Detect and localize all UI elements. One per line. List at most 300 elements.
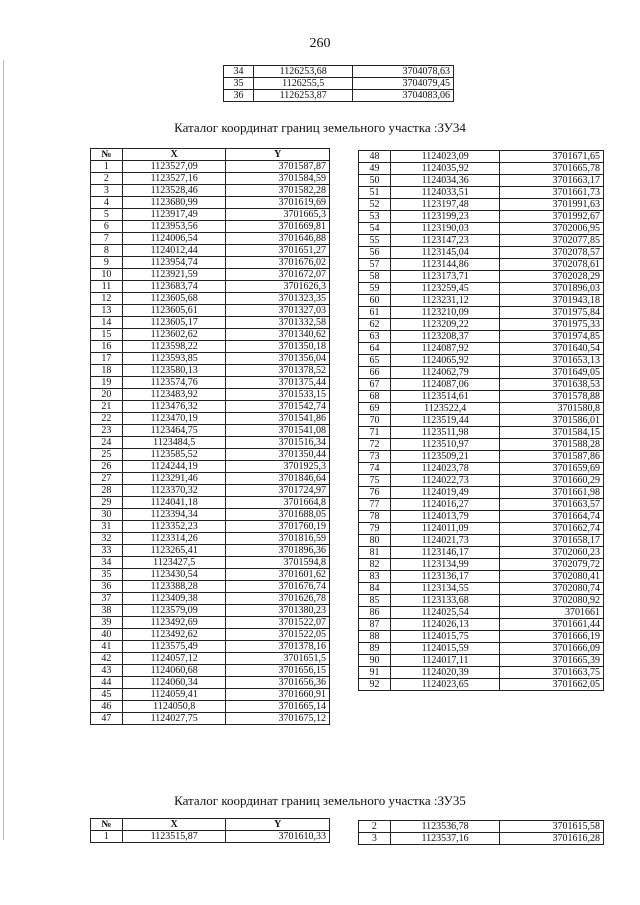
coordinate-x: 1123510,97 xyxy=(390,439,500,451)
page-number: 260 xyxy=(309,36,331,51)
coordinate-y: 3701660,91 xyxy=(226,689,330,701)
point-number: 25 xyxy=(91,449,123,461)
table-row xyxy=(91,593,330,605)
point-number: 3 xyxy=(91,185,123,197)
coordinate-x: 1123574,76 xyxy=(122,377,226,389)
coordinate-y: 3701646,88 xyxy=(226,233,330,245)
coordinate-y: 3701584,59 xyxy=(226,173,330,185)
table-row xyxy=(359,679,604,691)
column-header-number: № xyxy=(91,149,123,161)
coordinate-y: 3702078,57 xyxy=(500,247,604,259)
table-row xyxy=(91,233,330,245)
coordinate-x: 1124060,34 xyxy=(122,677,226,689)
coordinate-y: 3701656,15 xyxy=(226,665,330,677)
point-number: 80 xyxy=(359,535,391,547)
coordinate-x: 1124020,39 xyxy=(390,667,500,679)
point-number: 2 xyxy=(359,821,391,833)
point-number: 1 xyxy=(91,831,123,843)
zu35-left-header xyxy=(91,819,330,831)
coordinate-y: 3701671,65 xyxy=(500,151,604,163)
coordinate-x: 1124034,36 xyxy=(390,175,500,187)
table-row xyxy=(359,415,604,427)
table-row xyxy=(359,223,604,235)
point-number: 90 xyxy=(359,655,391,667)
coordinate-y: 3704078,63 xyxy=(353,66,454,78)
coordinate-x: 1123147,23 xyxy=(390,235,500,247)
coordinate-y: 3701356,04 xyxy=(226,353,330,365)
table-row xyxy=(359,247,604,259)
coordinate-x: 1123197,48 xyxy=(390,199,500,211)
point-number: 53 xyxy=(359,211,391,223)
coordinate-x: 1124016,27 xyxy=(390,499,500,511)
table-row xyxy=(359,283,604,295)
coordinate-x: 1124006,54 xyxy=(122,233,226,245)
table-row xyxy=(359,511,604,523)
coordinate-y: 3701332,58 xyxy=(226,317,330,329)
coordinate-y: 3701640,54 xyxy=(500,343,604,355)
table-row xyxy=(91,677,330,689)
table-row xyxy=(359,295,604,307)
coordinate-y: 3701582,28 xyxy=(226,185,330,197)
table-row xyxy=(91,293,330,305)
point-number: 50 xyxy=(359,175,391,187)
point-number: 16 xyxy=(91,341,123,353)
coordinate-x: 1123579,09 xyxy=(122,605,226,617)
table-row xyxy=(91,353,330,365)
table-row xyxy=(91,569,330,581)
coordinate-y: 3701541,08 xyxy=(226,425,330,437)
table-row xyxy=(359,331,604,343)
zu34-left-table xyxy=(90,148,330,725)
table-row xyxy=(91,437,330,449)
table-row xyxy=(359,523,604,535)
table-row xyxy=(91,425,330,437)
coordinate-y: 3701992,67 xyxy=(500,211,604,223)
column-header-y: Y xyxy=(226,149,330,161)
coordinate-x: 1124015,59 xyxy=(390,643,500,655)
table-row xyxy=(91,485,330,497)
table-row xyxy=(359,595,604,607)
point-number: 76 xyxy=(359,487,391,499)
table-row xyxy=(91,257,330,269)
coordinate-x: 1124041,18 xyxy=(122,497,226,509)
coordinate-x: 1124033,51 xyxy=(390,187,500,199)
point-number: 73 xyxy=(359,451,391,463)
coordinate-y: 3701522,07 xyxy=(226,617,330,629)
table-row xyxy=(91,269,330,281)
point-number: 70 xyxy=(359,415,391,427)
coordinate-y: 3701662,74 xyxy=(500,523,604,535)
coordinate-x: 1123388,28 xyxy=(122,581,226,593)
table-row xyxy=(91,605,330,617)
table-row xyxy=(359,151,604,163)
coordinate-x: 1123427,5 xyxy=(122,557,226,569)
coordinate-x: 1124026,13 xyxy=(390,619,500,631)
table-row xyxy=(91,305,330,317)
coordinate-y: 3701542,74 xyxy=(226,401,330,413)
coordinate-y: 3701896,36 xyxy=(226,545,330,557)
point-number: 36 xyxy=(224,90,254,102)
table-row xyxy=(359,427,604,439)
table-row xyxy=(359,343,604,355)
table-row xyxy=(359,163,604,175)
coordinate-y: 3701975,84 xyxy=(500,307,604,319)
point-number: 49 xyxy=(359,163,391,175)
coordinate-x: 1123522,4 xyxy=(390,403,500,415)
table-row xyxy=(359,833,604,845)
point-number: 51 xyxy=(359,187,391,199)
coordinate-x: 1124065,92 xyxy=(390,355,500,367)
coordinate-x: 1124035,92 xyxy=(390,163,500,175)
point-number: 9 xyxy=(91,257,123,269)
table-row xyxy=(91,365,330,377)
point-number: 42 xyxy=(91,653,123,665)
point-number: 40 xyxy=(91,629,123,641)
point-number: 63 xyxy=(359,331,391,343)
coordinate-y: 3701661,44 xyxy=(500,619,604,631)
point-number: 3 xyxy=(359,833,391,845)
coordinate-x: 1123683,74 xyxy=(122,281,226,293)
coordinate-x: 1124023,09 xyxy=(390,151,500,163)
coordinate-x: 1124057,12 xyxy=(122,653,226,665)
point-number: 34 xyxy=(91,557,123,569)
point-number: 8 xyxy=(91,245,123,257)
point-number: 58 xyxy=(359,271,391,283)
coordinate-x: 1123917,49 xyxy=(122,209,226,221)
table-row xyxy=(224,90,454,102)
coordinate-x: 1123133,68 xyxy=(390,595,500,607)
coordinate-y: 3701676,02 xyxy=(226,257,330,269)
point-number: 85 xyxy=(359,595,391,607)
coordinate-x: 1123199,23 xyxy=(390,211,500,223)
coordinate-y: 3701975,33 xyxy=(500,319,604,331)
table-row xyxy=(91,831,330,843)
table-row xyxy=(359,307,604,319)
coordinate-x: 1123144,86 xyxy=(390,259,500,271)
coordinate-y: 3701323,35 xyxy=(226,293,330,305)
coordinate-x: 1123575,49 xyxy=(122,641,226,653)
coordinate-x: 1124244,19 xyxy=(122,461,226,473)
table-row xyxy=(91,401,330,413)
coordinate-x: 1123231,12 xyxy=(390,295,500,307)
coordinate-y: 3701665,14 xyxy=(226,701,330,713)
coordinate-y: 3701522,05 xyxy=(226,629,330,641)
coordinate-y: 3701350,18 xyxy=(226,341,330,353)
table-row xyxy=(91,197,330,209)
coordinate-y: 3701760,19 xyxy=(226,521,330,533)
point-number: 36 xyxy=(91,581,123,593)
coordinate-y: 3701610,33 xyxy=(226,831,330,843)
coordinate-y: 3701594,8 xyxy=(226,557,330,569)
coordinate-x: 1123527,09 xyxy=(122,161,226,173)
coordinate-x: 1123314,26 xyxy=(122,533,226,545)
coordinate-y: 3701664,8 xyxy=(226,497,330,509)
table-row xyxy=(359,475,604,487)
coordinate-y: 3701587,87 xyxy=(226,161,330,173)
coordinate-x: 1124019,49 xyxy=(390,487,500,499)
table-row xyxy=(91,629,330,641)
coordinate-y: 3701533,15 xyxy=(226,389,330,401)
point-number: 6 xyxy=(91,221,123,233)
point-number: 92 xyxy=(359,679,391,691)
coordinate-x: 1124015,75 xyxy=(390,631,500,643)
table-row xyxy=(91,329,330,341)
coordinate-x: 1123605,68 xyxy=(122,293,226,305)
coordinate-x: 1123921,59 xyxy=(122,269,226,281)
point-number: 1 xyxy=(91,161,123,173)
coordinate-y: 3701672,07 xyxy=(226,269,330,281)
coordinate-y: 3701541,86 xyxy=(226,413,330,425)
point-number: 86 xyxy=(359,607,391,619)
coordinate-x: 1123291,46 xyxy=(122,473,226,485)
coordinate-y: 3702078,61 xyxy=(500,259,604,271)
point-number: 10 xyxy=(91,269,123,281)
point-number: 67 xyxy=(359,379,391,391)
point-number: 54 xyxy=(359,223,391,235)
coordinate-y: 3701651,5 xyxy=(226,653,330,665)
coordinate-y: 3701340,62 xyxy=(226,329,330,341)
coordinate-y: 3701846,64 xyxy=(226,473,330,485)
point-number: 48 xyxy=(359,151,391,163)
coordinate-x: 1123528,46 xyxy=(122,185,226,197)
coordinate-y: 3702080,41 xyxy=(500,571,604,583)
coordinate-x: 1123602,62 xyxy=(122,329,226,341)
zu35-right-table xyxy=(358,820,604,845)
point-number: 52 xyxy=(359,199,391,211)
coordinate-y: 3701660,29 xyxy=(500,475,604,487)
point-number: 23 xyxy=(91,425,123,437)
coordinate-y: 3701601,62 xyxy=(226,569,330,581)
table-row xyxy=(359,667,604,679)
coordinate-x: 1123527,16 xyxy=(122,173,226,185)
table-row xyxy=(91,557,330,569)
coordinate-y: 3701649,05 xyxy=(500,367,604,379)
coordinate-x: 1124022,73 xyxy=(390,475,500,487)
table-row xyxy=(91,389,330,401)
coordinate-x: 1123430,54 xyxy=(122,569,226,581)
coordinate-y: 3701665,39 xyxy=(500,655,604,667)
point-number: 41 xyxy=(91,641,123,653)
coordinate-y: 3702060,23 xyxy=(500,547,604,559)
coordinate-y: 3701615,58 xyxy=(500,821,604,833)
table-row xyxy=(359,583,604,595)
coordinate-x: 1123146,17 xyxy=(390,547,500,559)
table-row xyxy=(359,235,604,247)
coordinate-y: 3701676,74 xyxy=(226,581,330,593)
point-number: 44 xyxy=(91,677,123,689)
point-number: 37 xyxy=(91,593,123,605)
point-number: 17 xyxy=(91,353,123,365)
column-header-x: X xyxy=(122,819,226,831)
coordinate-x: 1124017,11 xyxy=(390,655,500,667)
coordinate-y: 3701656,36 xyxy=(226,677,330,689)
coordinate-x: 1124023,78 xyxy=(390,463,500,475)
point-number: 7 xyxy=(91,233,123,245)
point-number: 55 xyxy=(359,235,391,247)
coordinate-x: 1124059,41 xyxy=(122,689,226,701)
point-number: 75 xyxy=(359,475,391,487)
point-number: 78 xyxy=(359,511,391,523)
coordinate-y: 3701350,44 xyxy=(226,449,330,461)
point-number: 91 xyxy=(359,667,391,679)
point-number: 35 xyxy=(91,569,123,581)
table-row xyxy=(91,245,330,257)
table-row xyxy=(91,641,330,653)
coordinate-y: 3701588,28 xyxy=(500,439,604,451)
coordinate-x: 1123409,38 xyxy=(122,593,226,605)
table-row xyxy=(359,535,604,547)
point-number: 20 xyxy=(91,389,123,401)
table-row xyxy=(359,655,604,667)
coordinate-x: 1124050,8 xyxy=(122,701,226,713)
coordinate-y: 3701675,12 xyxy=(226,713,330,725)
coordinate-y: 3701665,78 xyxy=(500,163,604,175)
coordinate-y: 3701375,44 xyxy=(226,377,330,389)
coordinate-x: 1124087,92 xyxy=(390,343,500,355)
coordinate-x: 1123519,44 xyxy=(390,415,500,427)
coordinate-y: 3701659,69 xyxy=(500,463,604,475)
coordinate-y: 3701662,05 xyxy=(500,679,604,691)
coordinate-y: 3701378,16 xyxy=(226,641,330,653)
coordinate-x: 1123598,22 xyxy=(122,341,226,353)
coordinate-y: 3701943,18 xyxy=(500,295,604,307)
point-number: 38 xyxy=(91,605,123,617)
coordinate-x: 1123265,41 xyxy=(122,545,226,557)
table-row xyxy=(359,271,604,283)
coordinate-x: 1123209,22 xyxy=(390,319,500,331)
coordinate-x: 1124025,54 xyxy=(390,607,500,619)
point-number: 83 xyxy=(359,571,391,583)
coordinate-y: 3701327,03 xyxy=(226,305,330,317)
table-row xyxy=(359,211,604,223)
point-number: 24 xyxy=(91,437,123,449)
coordinate-x: 1126255,5 xyxy=(253,78,353,90)
coordinate-x: 1123593,85 xyxy=(122,353,226,365)
point-number: 4 xyxy=(91,197,123,209)
coordinate-y: 3701664,74 xyxy=(500,511,604,523)
coordinate-y: 3701626,78 xyxy=(226,593,330,605)
table-row xyxy=(91,161,330,173)
coordinate-x: 1126253,87 xyxy=(253,90,353,102)
zu35-title: Каталог координат границ земельного участка :ЗУ35 xyxy=(174,793,466,808)
coordinate-x: 1123585,52 xyxy=(122,449,226,461)
table-row xyxy=(91,689,330,701)
point-number: 34 xyxy=(224,66,254,78)
coordinate-y: 3702080,92 xyxy=(500,595,604,607)
coordinate-y: 3701666,19 xyxy=(500,631,604,643)
column-header-number: № xyxy=(91,819,123,831)
table-row xyxy=(359,643,604,655)
coordinate-x: 1123511,98 xyxy=(390,427,500,439)
zu34-title: Каталог координат границ земельного участка :ЗУ34 xyxy=(174,120,466,135)
coordinate-x: 1123190,03 xyxy=(390,223,500,235)
zu34-right-table xyxy=(358,150,604,691)
coordinate-y: 3701663,17 xyxy=(500,175,604,187)
column-header-x: X xyxy=(122,149,226,161)
point-number: 32 xyxy=(91,533,123,545)
coordinate-x: 1124012,44 xyxy=(122,245,226,257)
coordinate-y: 3701619,69 xyxy=(226,197,330,209)
scan-edge xyxy=(3,60,4,840)
point-number: 35 xyxy=(224,78,254,90)
table-row xyxy=(359,367,604,379)
table-row xyxy=(91,413,330,425)
table-row xyxy=(91,317,330,329)
table-row xyxy=(359,199,604,211)
point-number: 59 xyxy=(359,283,391,295)
coordinate-y: 3701663,57 xyxy=(500,499,604,511)
point-number: 5 xyxy=(91,209,123,221)
point-number: 74 xyxy=(359,463,391,475)
point-number: 19 xyxy=(91,377,123,389)
top-table-body xyxy=(224,66,454,102)
table-row xyxy=(91,221,330,233)
table-row xyxy=(359,187,604,199)
coordinate-y: 3701896,03 xyxy=(500,283,604,295)
coordinate-x: 1123483,92 xyxy=(122,389,226,401)
point-number: 88 xyxy=(359,631,391,643)
point-number: 21 xyxy=(91,401,123,413)
point-number: 62 xyxy=(359,319,391,331)
coordinate-y: 3701380,23 xyxy=(226,605,330,617)
table-row xyxy=(91,449,330,461)
coordinate-y: 3701669,81 xyxy=(226,221,330,233)
point-number: 68 xyxy=(359,391,391,403)
coordinate-y: 3702077,85 xyxy=(500,235,604,247)
point-number: 47 xyxy=(91,713,123,725)
coordinate-x: 1123145,04 xyxy=(390,247,500,259)
point-number: 12 xyxy=(91,293,123,305)
coordinate-x: 1123680,99 xyxy=(122,197,226,209)
coordinate-y: 3701516,34 xyxy=(226,437,330,449)
table-row xyxy=(359,499,604,511)
coordinate-y: 3701665,3 xyxy=(226,209,330,221)
coordinate-x: 1123173,71 xyxy=(390,271,500,283)
coordinate-x: 1123394,34 xyxy=(122,509,226,521)
point-number: 81 xyxy=(359,547,391,559)
table-row xyxy=(359,391,604,403)
table-row xyxy=(91,377,330,389)
coordinate-x: 1126253,68 xyxy=(253,66,353,78)
point-number: 79 xyxy=(359,523,391,535)
coordinate-x: 1124087,06 xyxy=(390,379,500,391)
table-row xyxy=(359,607,604,619)
point-number: 71 xyxy=(359,427,391,439)
zu34-right-body xyxy=(359,151,604,691)
point-number: 2 xyxy=(91,173,123,185)
table-row xyxy=(91,617,330,629)
table-row xyxy=(359,319,604,331)
coordinate-x: 1123536,78 xyxy=(390,821,500,833)
coordinate-x: 1124062,79 xyxy=(390,367,500,379)
point-number: 18 xyxy=(91,365,123,377)
coordinate-x: 1123605,17 xyxy=(122,317,226,329)
coordinate-y: 3701626,3 xyxy=(226,281,330,293)
table-row xyxy=(359,631,604,643)
coordinate-y: 3701578,88 xyxy=(500,391,604,403)
table-row xyxy=(359,439,604,451)
point-number: 69 xyxy=(359,403,391,415)
point-number: 14 xyxy=(91,317,123,329)
point-number: 31 xyxy=(91,521,123,533)
point-number: 72 xyxy=(359,439,391,451)
point-number: 61 xyxy=(359,307,391,319)
table-row xyxy=(91,461,330,473)
coordinate-x: 1124060,68 xyxy=(122,665,226,677)
coordinate-x: 1123352,23 xyxy=(122,521,226,533)
coordinate-x: 1123514,61 xyxy=(390,391,500,403)
table-row xyxy=(359,355,604,367)
